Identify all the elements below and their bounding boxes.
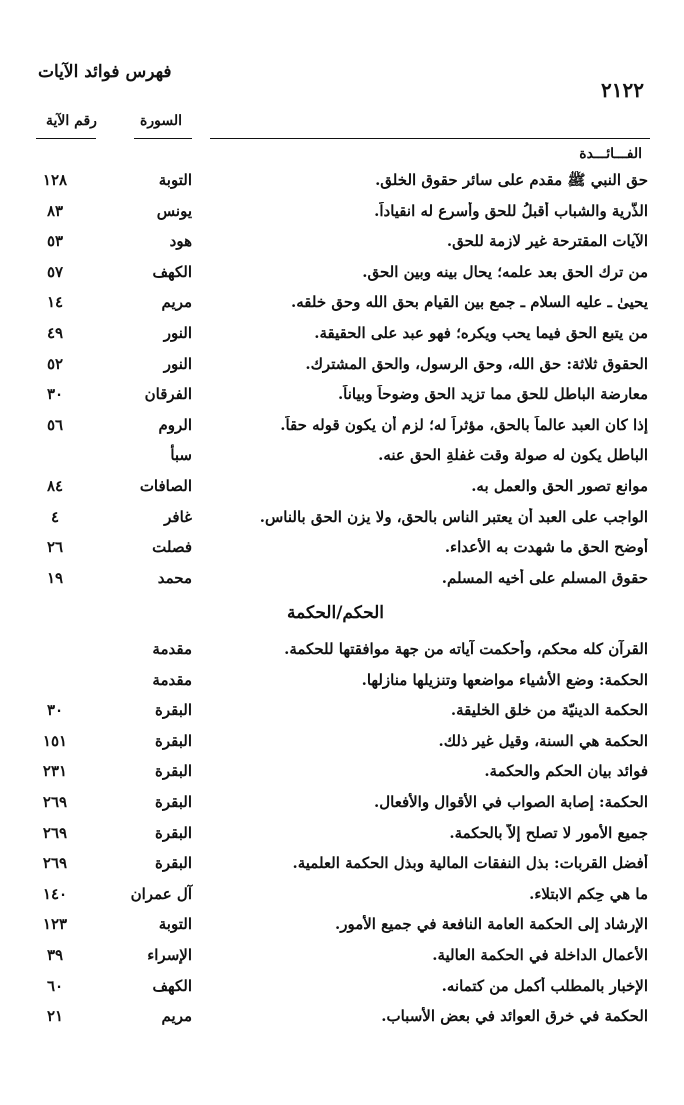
entry-text: إذا كان العبد عالماً بالحق، مؤثراً له؛ لزم أن يكون قوله حقاً. [280,415,648,434]
surah-name: الإسراء [147,946,192,964]
ayah-number: ٣٠ [46,701,64,720]
entry-text: الواجب على العبد أن يعتبر الناس بالحق، ولا يزن الحق بالناس. [259,507,648,526]
surah-name: الكهف [152,262,192,281]
ayah-number: ٥٣ [46,232,64,251]
surah-name: النور [163,354,192,373]
ayah-number: ٢٣١ [42,762,68,781]
index-row [0,355,684,385]
entry-text: جميع الأمور لا تصلح إلاّ بالحكمة. [449,823,648,842]
text-column-header: الفـــائـــدة [579,146,642,162]
running-title: فهرس فوائد الآيات [38,62,172,82]
ayah-number: ١٤ [46,293,64,312]
index-row [0,701,684,731]
entry-text: الحقوق ثلاثة: حق الله، وحق الرسول، والحق المشترك. [305,354,648,373]
surah-name: يونس [156,201,192,220]
index-row [0,671,684,701]
entry-text: الحكمة الدينيّة من خلق الخليقة. [450,701,648,720]
entry-text: الإرشاد إلى الحكمة العامة النافعة في جميع الأمور. [334,915,648,934]
ayah-number: ٣٩ [46,946,64,964]
index-row [0,202,684,232]
entry-text: من يتبع الحق فيما يحب ويكره؛ فهو عبد على الحقيقة. [314,324,648,342]
ayah-column-header: رقم الآية [46,113,97,129]
index-row [0,569,684,599]
index-row [0,263,684,293]
index-row [0,477,684,507]
ayah-number: ٦٠ [46,976,64,995]
ayah-number: ٤ [50,507,60,526]
ayah-number: ٢٦٩ [42,793,68,811]
index-row [0,946,684,976]
entry-text: الإخبار بالمطلب أكمل من كتمانه. [441,976,648,995]
index-row [0,446,684,476]
surah-name: محمد [157,568,192,587]
index-row [0,762,684,792]
index-row [0,416,684,446]
entry-text: أفضل القربات: بذل النفقات المالية وبذل الحكمة العلمية. [292,854,648,873]
entry-text: الحكمة في خرق العوائد في بعض الأسباب. [381,1007,648,1026]
surah-name: البقرة [155,823,192,842]
page-number: ٢١٢٢ [601,78,644,102]
surah-name: مريم [161,1007,192,1026]
index-row [0,854,684,884]
section-title: الحكم/الحكمة [287,603,384,623]
entry-text: أوضح الحق ما شهدت به الأعداء. [444,538,648,557]
index-row [0,915,684,945]
entry-text: الأعمال الداخلة في الحكمة العالية. [432,946,648,964]
ayah-number: ٢١ [46,1007,64,1026]
index-row [0,640,684,670]
surah-name: الفرقان [144,385,192,404]
ayah-number: ١٥١ [42,731,68,750]
ayah-number: ٥٦ [46,415,64,434]
entry-text: القرآن كله محكم، وأحكمت آياته من جهة موافقتها للحكمة. [284,640,648,658]
surah-name: فصلت [152,538,192,557]
ayah-number: ١٩ [46,568,64,587]
index-row [0,232,684,262]
entry-text: موانع تصور الحق والعمل به. [471,477,648,495]
ayah-header-rule [36,138,96,139]
surah-name: البقرة [155,701,192,720]
ayah-number: ٥٧ [46,262,64,281]
entry-text: الباطل يكون له صولة وقت غفلةِ الحق عنه. [378,446,648,465]
surah-header-rule [134,138,192,139]
surah-name: البقرة [155,731,192,750]
ayah-number: ٢٦ [46,538,64,557]
ayah-number: ٨٣ [46,201,64,220]
ayah-number: ١٢٨ [42,171,68,189]
entry-text: معارضة الباطل للحق مما تزيد الحق وضوحاً وبياناً. [337,385,648,404]
ayah-number: ٤٩ [46,324,64,342]
ayah-number: ٥٢ [46,354,64,373]
index-row [0,824,684,854]
surah-name: هود [169,232,192,251]
index-row [0,538,684,568]
surah-name: البقرة [155,854,192,873]
ayah-number: ٣٠ [46,385,64,404]
entry-text: فوائد بيان الحكم والحكمة. [484,762,648,781]
ayah-number: ١٤٠ [42,884,68,903]
surah-name: التوبة [158,915,192,934]
index-row [0,385,684,415]
index-row [0,732,684,762]
entry-text: ما هي حِكم الابتلاء. [529,884,648,903]
entry-text: الحكمة: وضع الأشياء مواضعها وتنزيلها منازلها. [361,670,648,689]
index-row [0,171,684,201]
entry-text: الحكمة هي السنة، وقيل غير ذلك. [438,731,648,750]
entry-text: الآيات المقترحة غير لازمة للحق. [446,232,648,251]
ayah-number: ١٢٣ [42,915,68,934]
surah-name: الكهف [152,976,192,995]
index-row [0,508,684,538]
entry-text: من ترك الحق بعد علمه؛ يحال بينه وبين الحق. [362,262,648,281]
surah-name: سبأ [170,446,192,465]
index-row [0,793,684,823]
entry-text: حقوق المسلم على أخيه المسلم. [441,568,648,587]
surah-name: الصافات [139,477,192,495]
index-row [0,977,684,1007]
surah-name: مريم [161,293,192,312]
surah-name: مقدمة [152,640,192,658]
index-row [0,293,684,323]
surah-name: غافر [164,507,192,526]
entry-text: الحكمة: إصابة الصواب في الأقوال والأفعال. [374,793,648,811]
surah-name: التوبة [158,171,192,189]
entry-text: حق النبي ﷺ مقدم على سائر حقوق الخلق. [375,171,648,189]
ayah-number: ٨٤ [46,477,64,495]
index-row [0,885,684,915]
index-row [0,1007,684,1037]
text-header-rule [210,138,650,139]
index-row [0,324,684,354]
surah-name: البقرة [155,762,192,781]
entry-text: يحيىٰ ـ عليه السلام ـ جمع بين القيام بحق الله وحق خلقه. [291,293,648,312]
surah-name: البقرة [155,793,192,811]
surah-name: النور [163,324,192,342]
surah-name: مقدمة [152,670,192,689]
ayah-number: ٢٦٩ [42,823,68,842]
surah-column-header: السورة [140,113,182,129]
entry-text: الذُّرية والشباب أقبلُ للحق وأسرع له انقياداً. [374,201,648,220]
ayah-number: ٢٦٩ [42,854,68,873]
surah-name: آل عمران [130,884,192,903]
surah-name: الروم [158,415,192,434]
